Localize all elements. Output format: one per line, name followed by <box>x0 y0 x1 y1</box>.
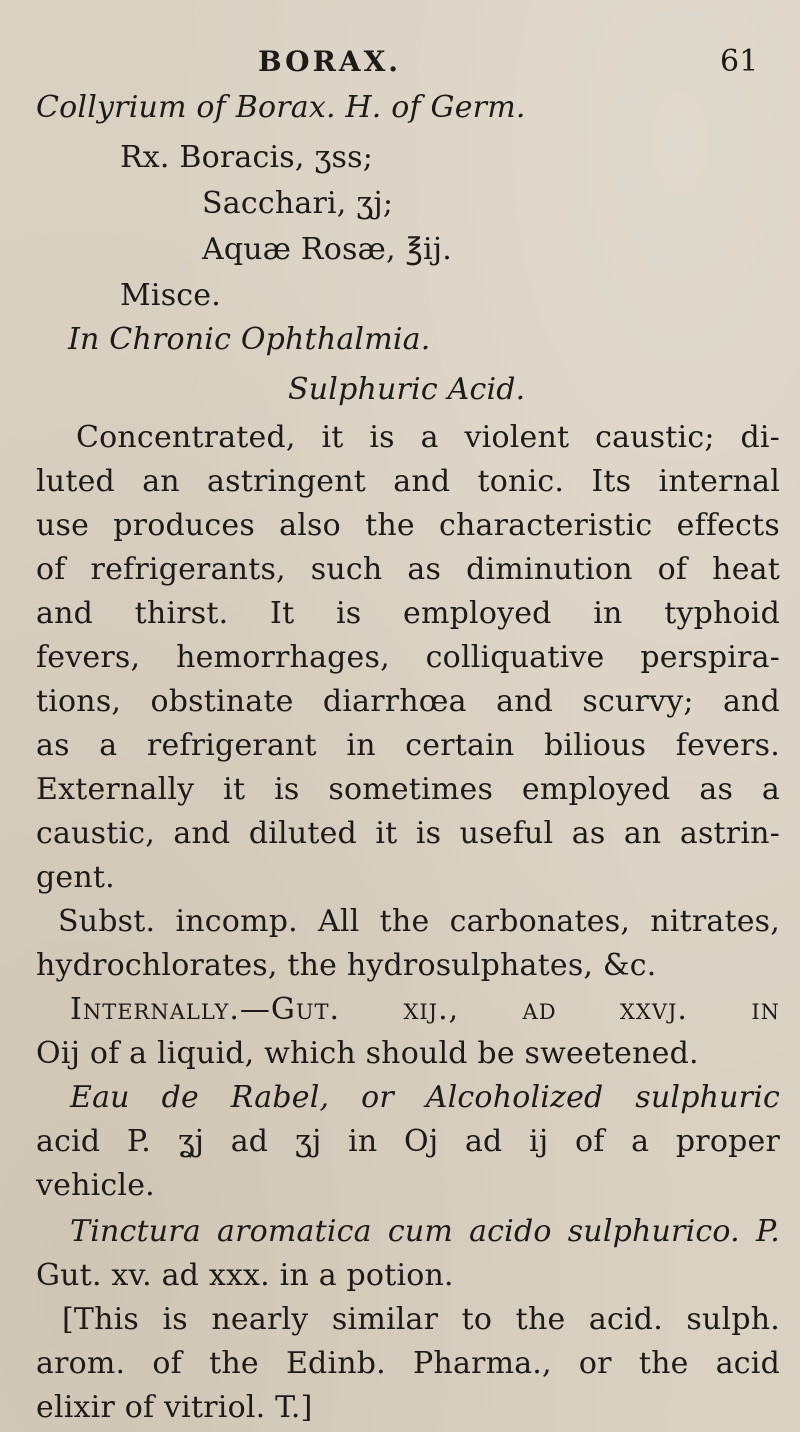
body-text-line: as a refrigerant in certain bilious fevers. <box>36 728 780 763</box>
running-header-title: BORAX. <box>258 45 402 78</box>
tinctura-line: Tinctura aromatica cum acido sulphurico. P. <box>70 1214 780 1249</box>
body-text-line: gent. <box>36 860 115 895</box>
editor-note-line: [This is nearly similar to the acid. sulph. <box>62 1302 780 1337</box>
section-heading-sulphuric-acid: Sulphuric Acid. <box>288 372 526 407</box>
incompatibles-line: Subst. incomp. All the carbonates, nitrates, <box>58 904 780 939</box>
body-text-line: Gut. xv. ad xxx. in a potion. <box>36 1258 454 1293</box>
body-text-line: luted an astringent and tonic. Its internal <box>36 464 780 499</box>
body-text-line: fevers, hemorrhages, colliquative perspira- <box>36 640 780 675</box>
body-text-line: caustic, and diluted it is useful as an astrin- <box>36 816 780 851</box>
recipe-line: Sacchari, ʒj; <box>202 186 394 221</box>
body-text-line: hydrochlorates, the hydrosulphates, &c. <box>36 948 657 983</box>
editor-note-line: elixir of vitriol. T.] <box>36 1390 313 1425</box>
dosage-internally-line: Internally.—Gut. xij., ad xxvj. in <box>70 992 780 1027</box>
editor-note-line: arom. of the Edinb. Pharma., or the acid <box>36 1346 780 1381</box>
body-text-line: tions, obstinate diarrhœa and scurvy; and <box>36 684 780 719</box>
recipe-line: Aquæ Rosæ, ℥ij. <box>202 232 453 267</box>
body-text-line: Oij of a liquid, which should be sweetened. <box>36 1036 699 1071</box>
recipe-usage: In Chronic Ophthalmia. <box>68 322 431 357</box>
recipe-line: Rx. Boracis, ʒss; <box>120 140 374 175</box>
body-text-line: Externally it is sometimes employed as a <box>36 772 780 807</box>
page-number: 61 <box>720 44 759 79</box>
body-text-line: Concentrated, it is a violent caustic; di- <box>76 420 780 455</box>
collyrium-heading: Collyrium of Borax. H. of Germ. <box>36 90 526 125</box>
recipe-line: Misce. <box>120 278 221 313</box>
eau-de-rabel-line: Eau de Rabel, or Alcoholized sulphuric <box>70 1080 780 1115</box>
body-text-line: of refrigerants, such as diminution of heat <box>36 552 780 587</box>
body-text-line: and thirst. It is employed in typhoid <box>36 596 780 631</box>
body-text-line: acid P. ʓj ad ʒj in Oj ad ij of a proper <box>36 1124 780 1159</box>
body-text-line: vehicle. <box>36 1168 155 1203</box>
body-text-line: use produces also the characteristic effects <box>36 508 780 543</box>
